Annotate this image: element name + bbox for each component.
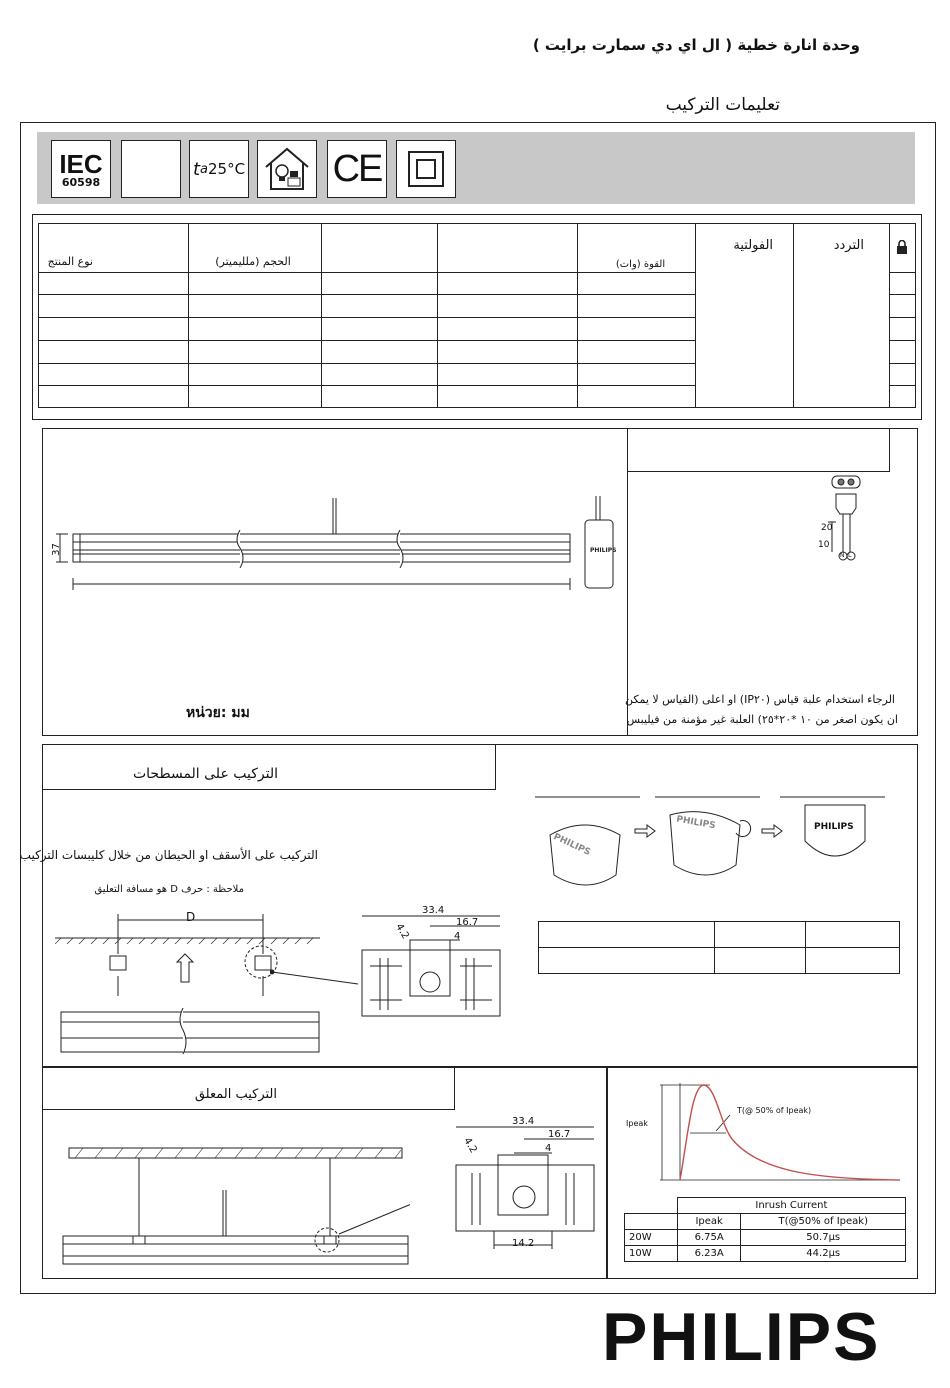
instructions-title: تعليمات التركيب bbox=[665, 95, 780, 115]
surface-info-table bbox=[538, 921, 900, 974]
table-row bbox=[625, 1230, 906, 1246]
inrush-cell: 6.75A bbox=[677, 1230, 741, 1246]
dimension-panel-divider bbox=[627, 428, 628, 736]
ta-sub: a bbox=[200, 161, 208, 177]
product-title: وحدة انارة خطية ( ال اي دي سمارت برايت ) bbox=[532, 36, 860, 54]
step2-logo: PHILIPS bbox=[675, 814, 717, 832]
inrush-title: Inrush Current bbox=[677, 1198, 905, 1214]
wiring-dim-20: 20 bbox=[821, 523, 833, 533]
junction-box-note-2: ان يكون اصغر من ١٠ *٢٠*٢٥) العلبة غير مؤمنة من فيليبس bbox=[626, 713, 898, 726]
wiring-title-box bbox=[627, 428, 890, 472]
spec-col-blank-1 bbox=[321, 224, 437, 273]
luminaire-side-drawing bbox=[50, 490, 620, 600]
step1-logo: PHILIPS bbox=[551, 832, 592, 858]
terminal-l: L bbox=[848, 552, 852, 559]
inrush-table bbox=[624, 1197, 906, 1262]
inrush-cell: 44.2µs bbox=[741, 1246, 906, 1262]
spec-col-voltage: الفولتية bbox=[696, 224, 794, 408]
class-ii-icon bbox=[396, 140, 456, 198]
inrush-cell: 50.7µs bbox=[741, 1230, 906, 1246]
lock-icon bbox=[889, 224, 915, 273]
susp-dim-33-4: 33.4 bbox=[512, 1116, 535, 1127]
spec-col-size: الحجم (ملليميتر) bbox=[188, 224, 321, 273]
inrush-cell: 10W bbox=[625, 1246, 678, 1262]
suspended-mount-title: التركيب المعلق bbox=[194, 1087, 277, 1102]
indoor-use-icon bbox=[257, 140, 317, 198]
spec-col-product-type: نوع المنتج bbox=[39, 224, 189, 273]
ambient-temperature-icon bbox=[189, 140, 249, 198]
spec-col-power: القوة (وات) bbox=[578, 224, 696, 273]
suspended-mount-drawing bbox=[55, 1140, 410, 1270]
d-spacing-label: D bbox=[186, 910, 196, 924]
iec-number: 60598 bbox=[61, 175, 101, 189]
susp-dim-4: 4 bbox=[545, 1143, 552, 1154]
inrush-cell: 6.23A bbox=[677, 1246, 741, 1262]
ipeak-label: Ipeak bbox=[626, 1119, 648, 1128]
ta-prefix: t bbox=[192, 158, 201, 180]
height-dimension: 37 bbox=[50, 543, 62, 556]
clip-dim-16-7: 16.7 bbox=[456, 917, 479, 928]
susp-dim-16-7: 16.7 bbox=[548, 1129, 571, 1140]
clip-dim-4: 4 bbox=[454, 931, 461, 942]
unit-label: หน่วย: มม bbox=[186, 705, 250, 721]
terminal-n: N bbox=[840, 552, 845, 559]
wiring-dim-10: 10 bbox=[818, 540, 830, 550]
ce-mark-icon bbox=[327, 140, 387, 198]
clip-dim-4-2: 4.2 bbox=[393, 921, 411, 942]
end-cap-logo: PHILIPS bbox=[590, 547, 617, 554]
table-row bbox=[625, 1246, 906, 1262]
ta-value: 25°C bbox=[207, 160, 246, 178]
spec-col-blank-2 bbox=[437, 224, 578, 273]
spec-table bbox=[38, 223, 916, 408]
inrush-waveform bbox=[620, 1075, 910, 1185]
inrush-header-1: Ipeak bbox=[677, 1214, 741, 1230]
iec-label: IEC bbox=[59, 148, 103, 179]
t-half-label: T(@ 50% of Ipeak) bbox=[737, 1106, 812, 1115]
susp-dim-4-2: 4.2 bbox=[461, 1135, 479, 1156]
spec-col-frequency: التردد bbox=[794, 224, 890, 408]
inrush-cell: 20W bbox=[625, 1230, 678, 1246]
blank-icon bbox=[121, 140, 181, 198]
suspended-clip-detail bbox=[440, 1115, 600, 1255]
junction-box-note-1: الرجاء استخدام علبة قياس (IP٢٠) او اعلى (القياس لا يمكن bbox=[625, 693, 895, 706]
surface-mount-note: ملاحظة : حرف D هو مسافة التعليق bbox=[94, 884, 244, 895]
surface-mount-description: التركيب على الأسقف او الحيطان من خلال كليبسات التركيب bbox=[19, 848, 318, 862]
susp-dim-14-2: 14.2 bbox=[512, 1238, 535, 1249]
iec-icon bbox=[51, 140, 111, 198]
surface-mount-title: التركيب على المسطحات bbox=[132, 766, 278, 782]
wiring-terminal-drawing bbox=[812, 472, 868, 564]
step3-logo: PHILIPS bbox=[814, 822, 854, 832]
ce-label: CE bbox=[332, 147, 382, 190]
clip-install-steps bbox=[530, 775, 910, 895]
inrush-header-0 bbox=[625, 1214, 678, 1230]
philips-logo: PHILIPS bbox=[602, 1299, 881, 1375]
inrush-header-2: T(@50% of Ipeak) bbox=[741, 1214, 906, 1230]
clip-dim-33-4: 33.4 bbox=[422, 905, 445, 916]
